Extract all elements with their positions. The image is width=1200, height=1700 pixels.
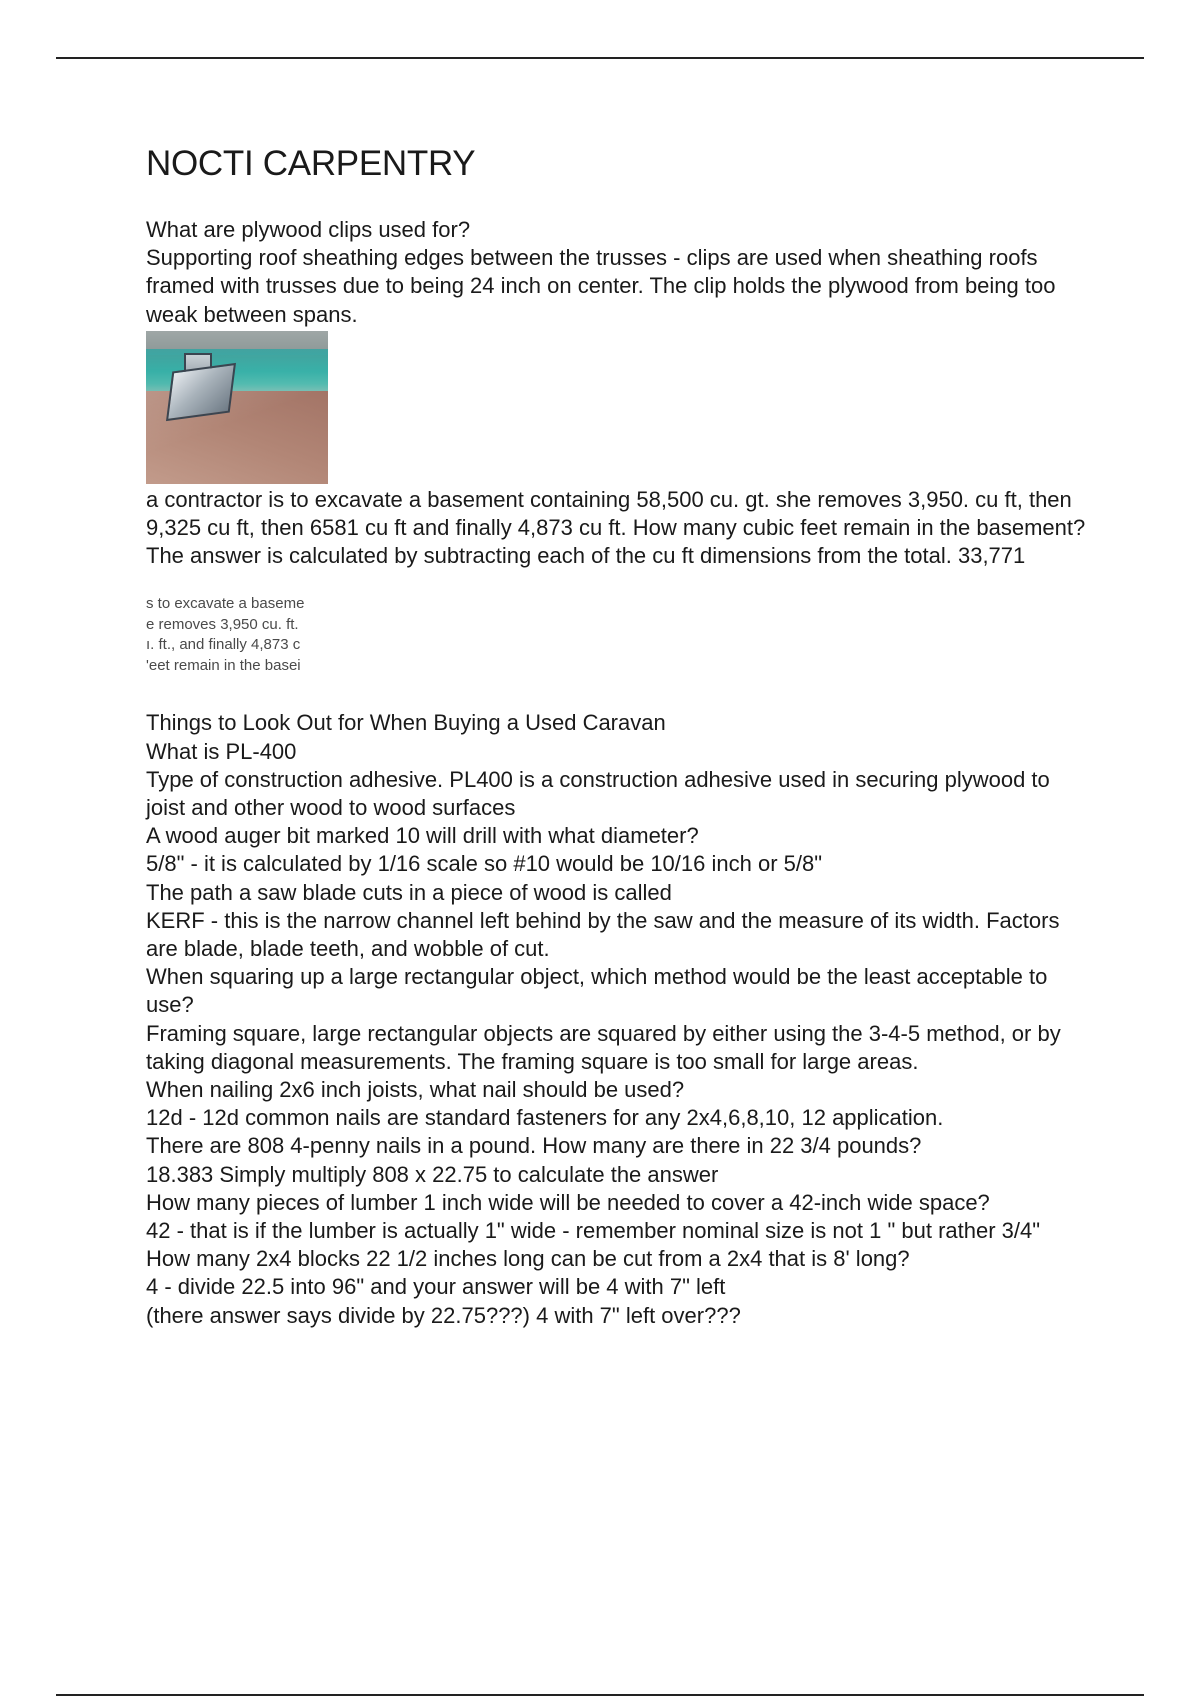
bottom-rule	[56, 1694, 1144, 1696]
top-rule	[56, 57, 1144, 59]
link-used-caravan[interactable]: Things to Look Out for When Buying a Used Caravan	[146, 710, 666, 736]
answer-plywood-clips: Supporting roof sheathing edges between the trusses - clips are used when sheathing roofs framed with trusses due to being 24 inch on center. The clip holds the plywood from being too weak between spans.	[146, 245, 1056, 327]
document-body	[146, 142, 1086, 1330]
question-pl400: What is PL-400	[146, 738, 297, 764]
answer-2x4-blocks: 4 - divide 22.5 into 96" and your answer will be 4 with 7" left	[146, 1274, 726, 1300]
answer-lumber-pieces: 42 - that is if the lumber is actually 1" wide - remember nominal size is not 1 " but rather 3/4"	[146, 1218, 1041, 1244]
answer-squaring: Framing square, large rectangular objects are squared by either using the 3-4-5 method, or by taking diagonal measurements. The framing square is too small for large areas.	[146, 1020, 1061, 1074]
question-penny-nails: There are 808 4-penny nails in a pound. How many are there in 22 3/4 pounds?	[146, 1133, 922, 1159]
question-lumber-pieces: How many pieces of lumber 1 inch wide will be needed to cover a 42-inch wide space?	[146, 1189, 990, 1215]
answer-excavate-basement: The answer is calculated by subtracting each of the cu ft dimensions from the total. 33,771	[146, 543, 1026, 569]
page-title: NOCTI CARPENTRY	[146, 144, 476, 183]
question-auger-bit: A wood auger bit marked 10 will drill with what diameter?	[146, 823, 699, 849]
answer-pl400: Type of construction adhesive. PL400 is a construction adhesive used in securing plywood to joist and other wood to wood surfaces	[146, 766, 1050, 821]
answer-kerf: KERF - this is the narrow channel left behind by the saw and the measure of its width. Factors are blade, blade teeth, and wobble of cut.	[146, 907, 1060, 962]
thumbnail-line: s to excavate a baseme	[146, 595, 305, 613]
answer-penny-nails: 18.383 Simply multiply 808 x 22.75 to calculate the answer	[146, 1161, 719, 1187]
question-saw-path: The path a saw blade cuts in a piece of wood is called	[146, 879, 672, 905]
question-plywood-clips: What are plywood clips used for?	[146, 217, 471, 242]
question-squaring: When squaring up a large rectangular object, which method would be the least acceptable to use?	[146, 964, 1048, 1018]
thumbnail-line: e removes 3,950 cu. ft.	[146, 615, 299, 633]
thumbnail-line: 'eet remain in the basei	[146, 656, 301, 674]
answer-nailing-joists: 12d - 12d common nails are standard fasteners for any 2x4,6,8,10, 12 application.	[146, 1105, 944, 1131]
question-2x4-blocks: How many 2x4 blocks 22 1/2 inches long can be cut from a 2x4 that is 8' long?	[146, 1246, 910, 1272]
note-2x4-blocks: (there answer says divide by 22.75???) 4 with 7" left over???	[146, 1302, 741, 1328]
text-thumbnail-image	[146, 594, 330, 689]
question-excavate-basement: a contractor is to excavate a basement containing 58,500 cu. gt. she removes 3,950. cu ft, then 9,325 cu ft, then 6581 cu ft and finally 4,873 cu ft. How many cubic feet remain in the basement?	[146, 486, 1086, 541]
answer-auger-bit: 5/8" - it is calculated by 1/16 scale so #10 would be 10/16 inch or 5/8"	[146, 851, 823, 877]
plywood-clip-photo	[146, 331, 328, 484]
question-nailing-joists: When nailing 2x6 inch joists, what nail should be used?	[146, 1077, 685, 1103]
thumbnail-line: ı. ft., and finally 4,873 c	[146, 636, 301, 654]
